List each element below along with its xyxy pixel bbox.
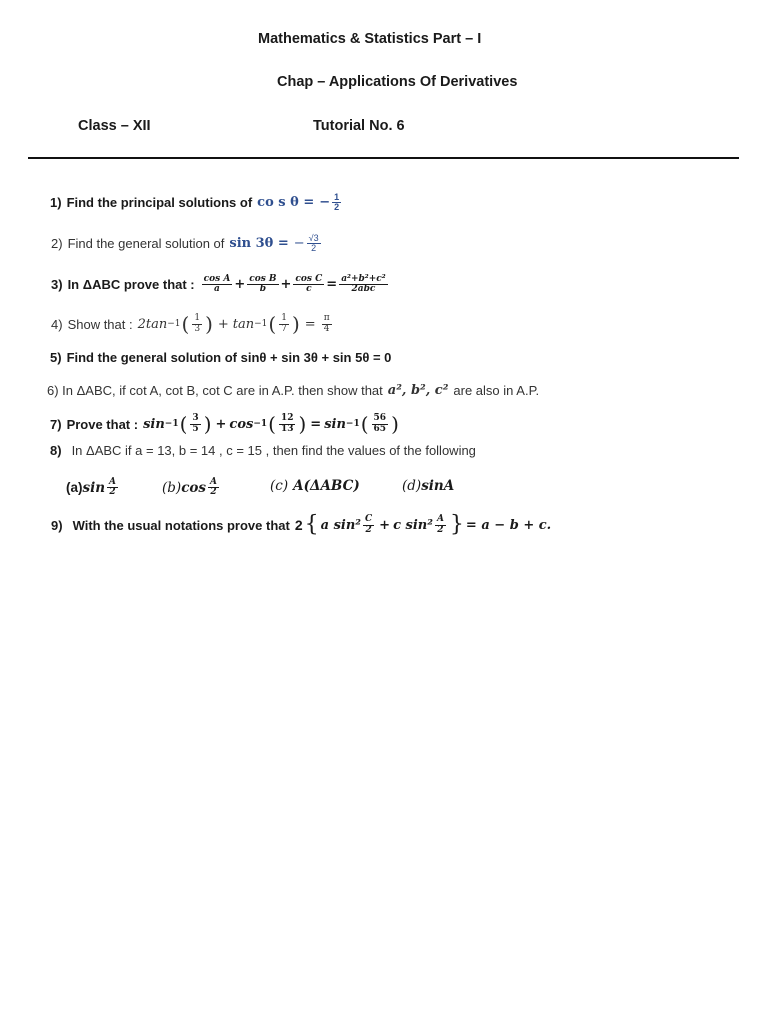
class-label: Class – XII xyxy=(78,118,151,134)
question-7: 7) Prove that : sin −1 ( $\frac{3}{5}$ ) + cos −1 ( $\frac{12}{13}$ ) = sin −1 ( $\frac{56}{65}$ ) xyxy=(50,412,399,436)
fraction: $\frac{A}{2}$ xyxy=(210,477,217,498)
question-number: 1) xyxy=(50,195,62,211)
option-d xyxy=(402,478,454,494)
math-expression: sin 3θ = xyxy=(229,236,289,252)
fraction: $\frac{C}{2}$ xyxy=(365,514,373,535)
math-term: tan xyxy=(232,316,255,332)
minus-sign: − xyxy=(293,236,305,252)
question-text: In ΔABC if a = 13, b = 14 , c = 15 , then find the values of the following xyxy=(71,443,476,458)
math-term: 2tan xyxy=(137,316,168,332)
question-text: With the usual notations prove that xyxy=(72,517,290,533)
question-number: 2) xyxy=(51,236,63,252)
question-text: Find the general solution of xyxy=(67,236,225,252)
fraction-cosC: $\frac{\text{cos C}}{c}$ xyxy=(295,274,323,295)
option-label: (b) xyxy=(162,479,182,496)
plus-sign: + xyxy=(217,316,229,332)
question-number: 7) xyxy=(50,416,62,432)
math-term: c sin² xyxy=(393,517,433,533)
math-term: a sin² xyxy=(320,517,361,533)
fraction: $\frac{1}{3}$ xyxy=(194,313,201,334)
question-number: 9) xyxy=(51,517,63,533)
question-2 xyxy=(51,234,323,254)
math-term: sin xyxy=(143,416,165,432)
option-label: (d) xyxy=(402,478,422,494)
header-divider xyxy=(28,157,739,159)
option-c xyxy=(270,478,360,494)
question-number: 3) xyxy=(51,277,63,293)
tutorial-number: Tutorial No. 6 xyxy=(313,118,405,134)
question-number: 4) xyxy=(51,316,63,332)
question-text: Prove that : xyxy=(66,416,139,432)
fraction: $\frac{1}{2}$ xyxy=(334,192,340,213)
fraction: $\frac{√3}{2}$ xyxy=(308,233,319,254)
fraction-rhs: $\frac{\text{a²+b²+c²}}{\text{2abc}}$ xyxy=(341,274,386,295)
question-text: Show that : xyxy=(67,316,133,332)
chapter-title: Chap – Applications Of Derivatives xyxy=(277,74,518,90)
fraction-cosB: $\frac{\text{cos B}}{b}$ xyxy=(249,274,277,295)
question-5 xyxy=(50,350,391,365)
question-8 xyxy=(50,443,476,458)
fraction: $\frac{12}{13}$ xyxy=(280,413,294,434)
question-text: Find the general solution of sinθ + sin 3θ + sin 5θ = 0 xyxy=(66,350,392,365)
equals-sign: = xyxy=(304,316,316,332)
option-label: (a) xyxy=(66,480,83,496)
question-1 xyxy=(50,193,343,213)
fraction: $\frac{3}{5}$ xyxy=(192,413,199,434)
question-4: 4) Show that : 2tan −1 ( $\frac{1}{3}$ ) + tan −1 ( $\frac{1}{7}$ ) = $\frac{\pi}{4}$ xyxy=(51,312,330,336)
math-term: cos xyxy=(229,416,254,432)
question-text-tail: are also in A.P. xyxy=(453,383,540,398)
option-expression: A(ΔABC) xyxy=(293,478,360,494)
math-expression: co s θ = xyxy=(257,195,315,211)
minus-sign: − xyxy=(319,195,331,211)
option-a xyxy=(66,478,120,498)
equals-sign: = xyxy=(310,416,322,432)
page-title: Mathematics & Statistics Part – I xyxy=(258,31,482,47)
fraction: $\frac{56}{65}$ xyxy=(373,413,387,434)
question-text: Find the principal solutions of xyxy=(66,195,253,211)
option-b xyxy=(162,478,221,498)
plus-sign: + xyxy=(234,277,246,293)
question-number: 5) xyxy=(50,350,62,365)
plus-sign: + xyxy=(379,517,391,533)
option-expression: sinA xyxy=(421,478,455,494)
question-9: 9) With the usual notations prove that 2 { a sin² $\frac{C}{2}$ + c sin² $\frac{A}{2}$ } = a − b + c. xyxy=(51,512,552,537)
coefficient: 2 xyxy=(294,517,303,533)
question-6 xyxy=(47,383,539,398)
math-expression: a², b², c² xyxy=(387,383,449,398)
question-text: In ΔABC prove that : xyxy=(67,277,195,293)
math-term: sin xyxy=(324,416,346,432)
fraction: $\frac{1}{7}$ xyxy=(281,313,287,334)
question-number: 8) xyxy=(50,443,62,458)
equals-sign: = xyxy=(326,277,338,293)
fraction: $\frac{\pi}{4}$ xyxy=(323,313,330,334)
fraction: $\frac{A}{2}$ xyxy=(109,477,117,498)
question-3 xyxy=(51,275,390,295)
option-expression: cos xyxy=(181,479,207,496)
fraction-cosA: $\frac{\text{cos A}}{a}$ xyxy=(203,274,231,295)
fraction: $\frac{A}{2}$ xyxy=(436,514,444,535)
option-label: (c) xyxy=(270,478,289,494)
question-text: 6) In ΔABC, if cot A, cot B, cot C are in A.P. then show that xyxy=(47,383,383,398)
plus-sign: + xyxy=(215,416,227,432)
option-expression: sin xyxy=(82,479,106,496)
plus-sign: + xyxy=(280,277,292,293)
rhs-expression: = a − b + c. xyxy=(465,517,552,533)
